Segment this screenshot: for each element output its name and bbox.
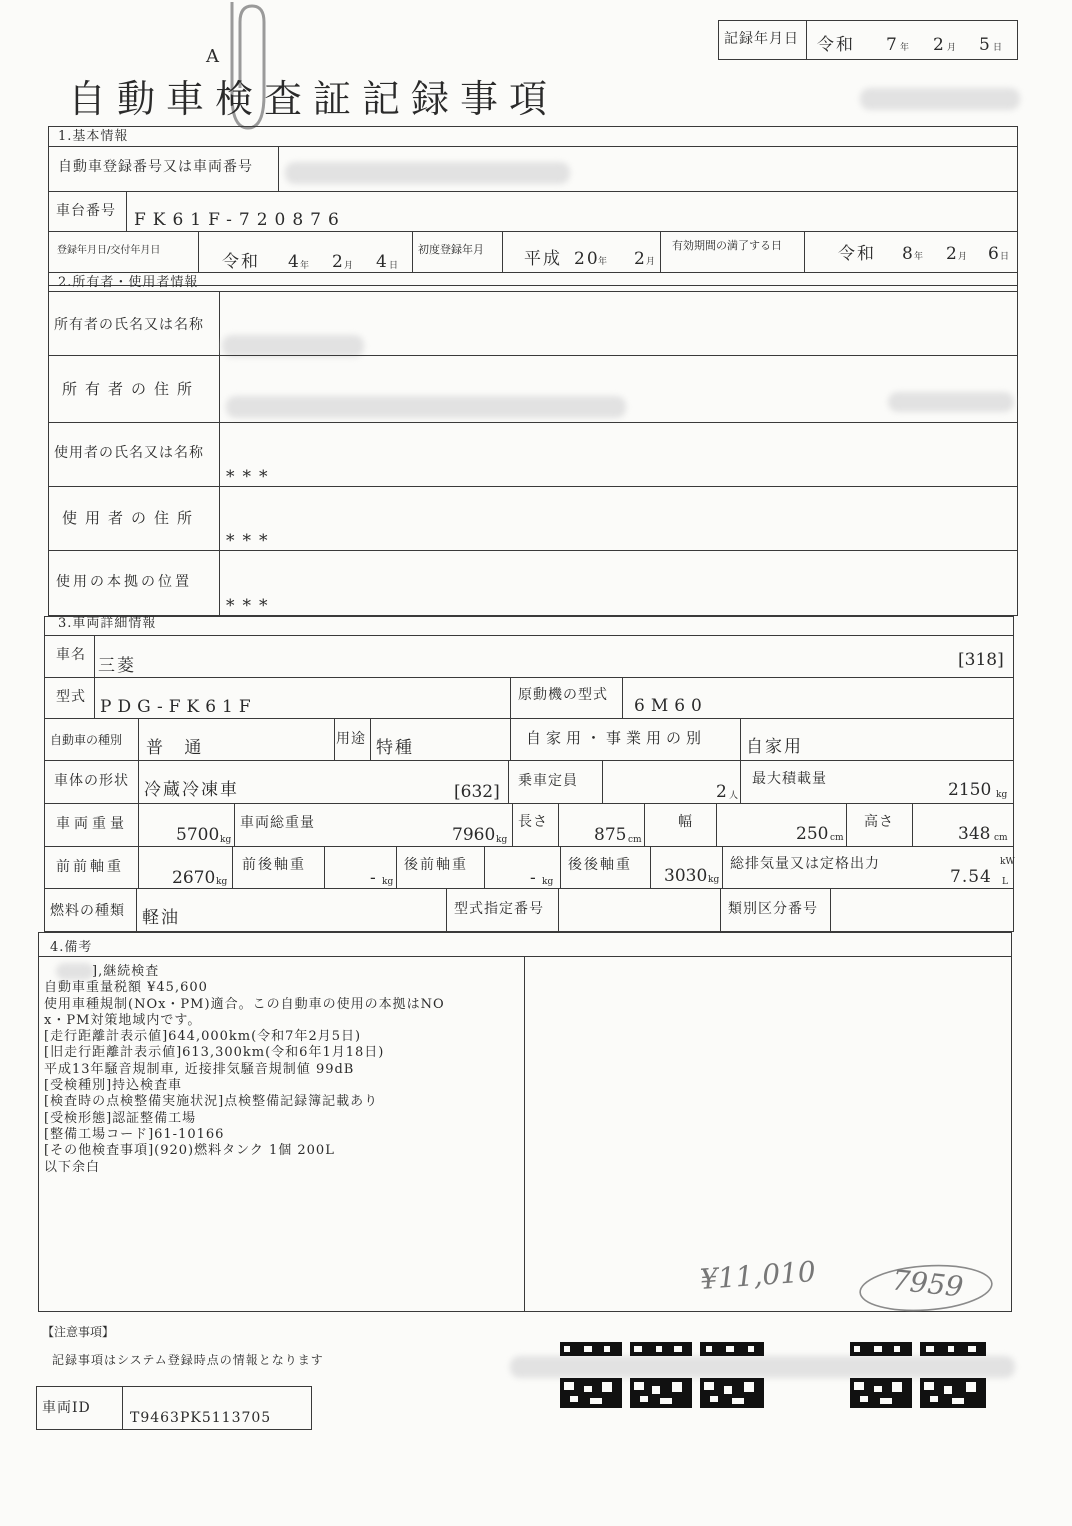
length-value: 875 — [594, 825, 627, 845]
remark-line: [その他検査事項](920)燃料タンク 1個 200L — [44, 1143, 335, 1159]
weight-value: 5700 — [176, 825, 220, 845]
chassis-label: 車台番号 — [56, 203, 116, 219]
weight-label: 車両重量 — [56, 816, 128, 832]
ff-axle-label: 前前軸重 — [56, 859, 124, 875]
type-designation-label: 型式指定番号 — [454, 901, 544, 917]
record-date-year: 7 — [886, 35, 899, 55]
reg-number-label: 自動車登録番号又は車両番号 — [58, 159, 253, 175]
fuel-label: 燃料の種類 — [50, 903, 125, 919]
remark-line: [旧走行距離計表示値]613,300km(令和6年1月18日) — [44, 1045, 385, 1061]
user-name-value: *** — [226, 467, 276, 487]
remark-line: [走行距離計表示値]644,000km(令和7年2月5日) — [44, 1029, 362, 1045]
business-value: 自家用 — [746, 737, 803, 757]
handwritten-amount: ¥11,010 — [698, 1255, 817, 1296]
record-date-day: 5 — [979, 35, 992, 55]
displacement-value: 7.54 — [950, 867, 992, 887]
width-label: 幅 — [678, 814, 693, 830]
notes-heading: 【注意事項】 — [42, 1325, 115, 1339]
corner-mark: A — [206, 46, 219, 67]
business-label: 自家用・事業用の別 — [526, 729, 707, 747]
ff-axle-value: 2670 — [172, 868, 216, 888]
remark-line: 以下余白 — [44, 1159, 101, 1175]
length-label: 長さ — [518, 814, 548, 830]
section2-heading: 2.所有者・使用者情報 — [58, 275, 199, 290]
purpose-value: 特種 — [376, 738, 414, 758]
record-date-era: 令和 — [817, 35, 855, 55]
class-number-label: 類別区分番号 — [728, 901, 818, 917]
redacted-owner-address-end — [888, 392, 1014, 412]
maker-label: 車名 — [56, 647, 86, 663]
fr-axle-value: - — [370, 868, 378, 888]
owner-address-label: 所有者の住所 — [62, 380, 201, 398]
category-value: 普 通 — [146, 738, 210, 758]
purpose-label: 用途 — [336, 731, 366, 747]
vehicle-id-label: 車両ID — [42, 1400, 91, 1416]
user-name-label: 使用者の氏名又は名称 — [54, 445, 204, 461]
qr-code-group-left-icon — [560, 1342, 770, 1410]
base-location-value: *** — [226, 596, 276, 616]
redacted-owner-address — [226, 396, 626, 418]
height-value: 348 — [958, 824, 991, 844]
model-value: PDG-FK61F — [100, 697, 257, 717]
user-address-label: 使用者の住所 — [62, 509, 201, 527]
remark-line: [整備工場コード]61-10166 — [44, 1126, 225, 1142]
body-value: 冷蔵冷凍車 — [144, 780, 239, 800]
redacted-reg-number — [285, 162, 570, 184]
gross-weight-label: 車両総重量 — [240, 815, 315, 831]
height-label: 高さ — [864, 814, 894, 830]
rr-axle-value: 3030 — [664, 866, 708, 886]
section4-heading: 4.備考 — [50, 940, 93, 955]
inspection-record-sheet: 記録年月日 令和 7 年 2 月 5 日 A 自動車検査証記録事項 1.基本情報 自動車登録番号又は車両番号 車台番号 FK61F-720876 登録年月日/交付年月日 令和 4 年 2 月 4 日 初度登録年月 平成 20 年 2 月 有効期間の満了する日 令和 8 年 2 月 6 日 2.所有者・使用者情報 所有者の氏名又は名称 所有者の住所 使用者の氏名又は名称 *** 使用者の住所 *** 使用の本拠の位置 *** 3.車両詳細情報 車名 三菱 [318] 型式 PDG-FK61F 原動機の型式 6M60 自動車の種別 普 通 用途 特種 自家用・事業用の別 自家用 車体の形状 冷蔵冷凍車 [632] 乗車定員 2 人 最大積載量 2150 kg 車両重量 5700 kg 車両総重量 7960 kg 長さ 875 cm 幅 250 cm 高さ 348 cm 前前軸重 2670 kg 前後軸重 - kg 後前軸重 - kg 後後軸重 3030 kg 総排気量又は定格出力 7.54 kW L 燃料の種類 軽油 型式指定番号 類別区分番号 4.備考 ],継続検査 自動車重量税額 ¥45,600 使用車種規制(NOx・PM)適合。この自動車の使用の本拠はNO x・PM対策地域内です。 [走行距離計表示値]644,000km(令和7年2月5日) [旧走行距離計表示値]613,300km(令和6年1月18日) 平成13年騒音規制車, 近接排気騒音規制値 99dB [受検種別]持込検査車 [検査時の点検整備実施状況]点検整備記録簿記載あり [受検形態]認証整備工場 [整備工場コード]61-10166 [その他検査事項](920)燃料タンク 1個 200L 以下余白 ¥11,010 7959 【注意事項】 記録事項はシステム登録時点の情報となります 車両ID T9463PK5113705 — [0, 0, 1072, 1526]
section3-heading: 3.車両詳細情報 — [58, 616, 157, 631]
chassis-value: FK61F-720876 — [134, 210, 346, 230]
handwritten-circled-number: 7959 — [890, 1263, 965, 1304]
engine-value: 6M60 — [634, 696, 708, 716]
record-date-label: 記録年月日 — [724, 31, 799, 47]
max-load-value: 2150 — [948, 780, 992, 800]
owner-name-label: 所有者の氏名又は名称 — [54, 317, 204, 333]
base-location-label: 使用の本拠の位置 — [56, 574, 192, 590]
remark-line: ],継続検査 — [92, 964, 160, 979]
max-load-label: 最大積載量 — [752, 771, 827, 787]
remark-line: 自動車重量税額 ¥45,600 — [44, 980, 208, 996]
body-label: 車体の形状 — [54, 773, 129, 789]
capacity-value: 2 — [716, 782, 727, 802]
notes-text: 記録事項はシステム登録時点の情報となります — [52, 1353, 324, 1367]
maker-code: [318] — [958, 650, 1004, 670]
vehicle-id-value: T9463PK5113705 — [130, 1410, 272, 1426]
section1-heading: 1.基本情報 — [58, 129, 129, 144]
remark-line: 使用車種規制(NOx・PM)適合。この自動車の使用の本拠はNO — [44, 996, 445, 1012]
reg-date-label: 登録年月日/交付年月日 — [57, 245, 161, 256]
fr-axle-label: 前後軸重 — [242, 857, 306, 873]
qr-code-group-right-icon — [850, 1342, 990, 1410]
category-label: 自動車の種別 — [50, 733, 123, 747]
maker-value: 三菱 — [98, 656, 136, 676]
first-reg-label: 初度登録年月 — [418, 243, 484, 256]
remark-line: [受検種別]持込検査車 — [44, 1078, 183, 1094]
redacted-owner-name — [222, 335, 364, 357]
remarks-list — [44, 964, 445, 1176]
rf-axle-value: - — [530, 868, 538, 888]
fuel-value: 軽油 — [142, 908, 180, 928]
capacity-label: 乗車定員 — [518, 773, 578, 789]
remark-line: [受検形態]認証整備工場 — [44, 1110, 197, 1126]
body-code: [632] — [454, 782, 500, 802]
remark-line: [検査時の点検整備実施状況]点検整備記録簿記載あり — [44, 1094, 379, 1110]
user-address-value: *** — [226, 531, 276, 551]
gross-weight-value: 7960 — [452, 825, 496, 845]
displacement-label: 総排気量又は定格出力 — [730, 856, 880, 872]
remark-line: x・PM対策地域内です。 — [44, 1012, 202, 1028]
expiry-label: 有効期間の満了する日 — [672, 239, 782, 252]
model-label: 型式 — [56, 689, 86, 705]
remark-line: 平成13年騒音規制車, 近接排気騒音規制値 99dB — [44, 1061, 355, 1077]
rf-axle-label: 後前軸重 — [404, 857, 468, 873]
rr-axle-label: 後後軸重 — [568, 857, 632, 873]
record-date-month: 2 — [933, 35, 946, 55]
engine-label: 原動機の型式 — [518, 687, 608, 703]
width-value: 250 — [796, 824, 829, 844]
redacted-area — [860, 88, 1020, 110]
page-title: 自動車検査証記録事項 — [68, 77, 559, 121]
